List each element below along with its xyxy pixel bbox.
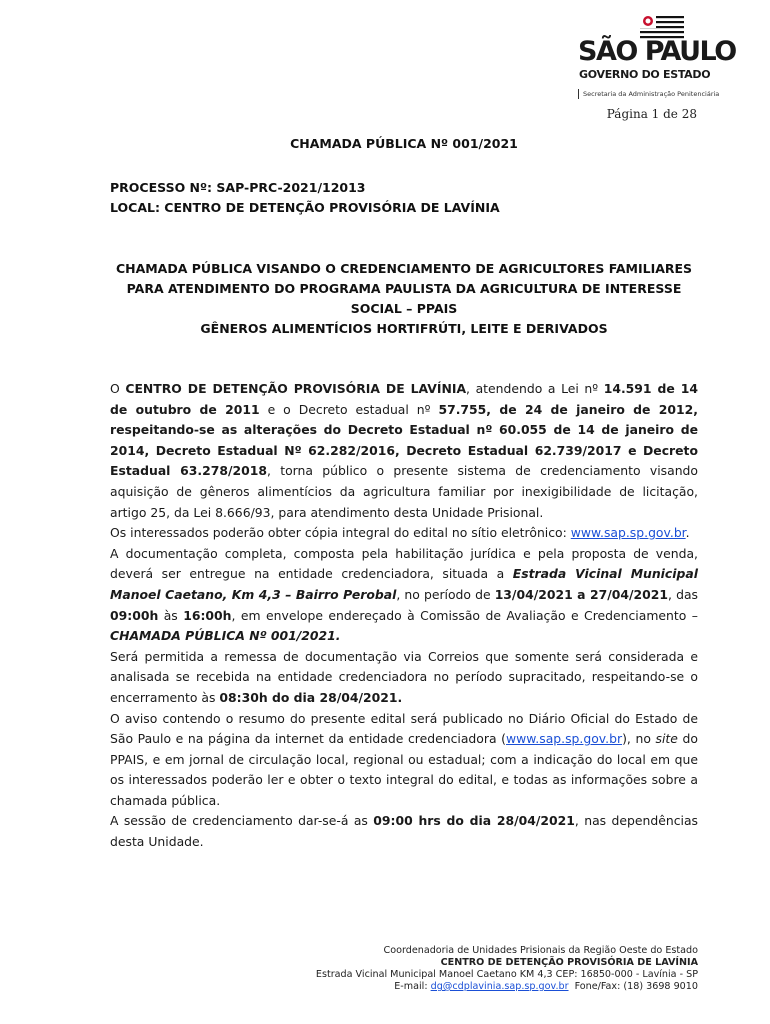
- logo-secretaria: Secretaria da Administração Penitenciária: [578, 89, 719, 99]
- main-title-line-3: SOCIAL – PPAIS: [350, 301, 458, 316]
- footer-contact: [316, 981, 698, 993]
- paragraph-4: [110, 647, 698, 709]
- p6-session-time: 09:00 hrs do dia 28/04/2021: [373, 813, 575, 829]
- p3-address: Estrada Vicinal Municipal Manoel Caetano, Km 4,3 – Bairro Perobal: [110, 566, 698, 602]
- paragraph-1: [110, 379, 698, 523]
- p1-text: , atendendo a Lei nº: [466, 381, 604, 396]
- p5-text: do PPAIS, e em jornal de circulação local, regional ou estadual; com a indicação do local em que os interessados poderão ler e obter o texto integral do edital, e todas as informações sobre a chamada pública.: [110, 731, 698, 808]
- p6-text: , nas dependências desta Unidade.: [110, 813, 698, 850]
- p1-text: O: [110, 381, 126, 396]
- paragraph-5: [110, 709, 698, 812]
- main-title-line-1: CHAMADA PÚBLICA VISANDO O CREDENCIAMENTO DE AGRICULTORES FAMILIARES: [115, 261, 693, 276]
- paragraph-6: [110, 811, 698, 852]
- processo-number: PROCESSO Nº: SAP-PRC-2021/12013: [110, 180, 366, 195]
- footer-email-label: E-mail:: [394, 981, 431, 992]
- logo-subtitle: GOVERNO DO ESTADO: [579, 68, 711, 81]
- sap-website-link-2[interactable]: www.sap.sp.gov.br: [506, 731, 623, 747]
- p4-text: Será permitida a remessa de documentação via Correios que somente será considerada e analisada se recebida na entidade credenciadora no período supracitado, respeitando-se o encerramento às: [110, 648, 698, 705]
- chamada-title: CHAMADA PÚBLICA Nº 001/2021: [290, 136, 518, 151]
- main-title-line-4: GÊNEROS ALIMENTÍCIOS HORTIFRÚTI, LEITE E DERIVADOS: [200, 321, 608, 336]
- p5-text: ), no: [622, 731, 656, 747]
- footer-coordenadoria: Coordenadoria de Unidades Prisionais da Região Oeste do Estado: [383, 945, 698, 956]
- p3-period: 13/04/2021 a 27/04/2021: [494, 586, 669, 602]
- p3-text: , em envelope endereçado à Comissão de Avaliação e Credenciamento –: [231, 607, 698, 623]
- page-number: Página 1 de 28: [606, 107, 697, 121]
- footer-unit-name: CENTRO DE DETENÇÃO PROVISÓRIA DE LAVÍNIA: [440, 957, 698, 968]
- p3-chamada-ref: CHAMADA PÚBLICA Nº 001/2021.: [110, 628, 341, 644]
- p2-text: Os interessados poderão obter cópia integral do edital no sítio eletrônico:: [110, 525, 571, 541]
- footer: [316, 945, 698, 993]
- p6-text: A sessão de credenciamento dar-se-á as: [110, 813, 374, 829]
- paragraph-3: [110, 544, 698, 647]
- sap-website-link[interactable]: www.sap.sp.gov.br: [570, 525, 686, 541]
- p1-bold-entity: CENTRO DE DETENÇÃO PROVISÓRIA DE LAVÍNIA: [125, 381, 467, 396]
- p5-italic-site: site: [655, 731, 678, 747]
- p5-text: O aviso contendo o resumo do presente edital será publicado no Diário Oficial do Estado de São Paulo e na página da internet da entidade credenciadora (: [110, 710, 698, 747]
- footer-address: Estrada Vicinal Municipal Manoel Caetano KM 4,3 CEP: 16850-000 - Lavínia - SP: [315, 969, 698, 980]
- p3-text: às: [158, 607, 184, 623]
- main-title: [110, 259, 698, 339]
- local-label: LOCAL: CENTRO DE DETENÇÃO PROVISÓRIA DE LAVÍNIA: [110, 200, 500, 215]
- p3-end-time: 16:00h: [183, 607, 232, 623]
- p3-text: A documentação completa, composta pela habilitação jurídica e pela proposta de venda, deverá ser entregue na entidade credenciadora, situada a: [110, 545, 698, 582]
- footer-phone: Fone/Fax: (18) 3698 9010: [568, 981, 698, 992]
- p3-start-time: 09:00h: [110, 607, 159, 623]
- paragraph-2: [110, 523, 698, 544]
- p3-text: , das: [668, 586, 698, 602]
- p4-deadline: 08:30h do dia 28/04/2021.: [219, 689, 403, 705]
- document-body: [110, 379, 698, 853]
- footer-email-link[interactable]: dg@cdplavinia.sap.sp.gov.br: [430, 981, 569, 992]
- p1-bold-law: 14.591 de 14 de outubro de 2011: [110, 381, 698, 417]
- p1-text: e o Decreto estadual nº: [259, 401, 439, 417]
- logo-title: SÃO PAULO: [578, 36, 736, 67]
- p2-text: .: [685, 525, 690, 541]
- p3-text: , no período de: [396, 586, 495, 602]
- processo-block: [110, 178, 698, 218]
- p1-text: , torna público o presente sistema de credenciamento visando aquisição de gêneros alimentícios da agricultura familiar por inexigibilidade de licitação, artigo 25, da Lei 8.666/93, para atendimento desta Unidade Prisional.: [110, 463, 698, 520]
- p1-bold-decrees: 57.755, de 24 de janeiro de 2012, respeitando-se as alterações do Decreto Estadual nº 60.055 de 14 de janeiro de 2014, Decreto Estadual Nº 62.282/2016, Decreto Estadual 62.739/2017 e Decreto Estadual 63.278/2018: [110, 401, 698, 479]
- sao-paulo-logo: [578, 14, 740, 98]
- main-title-line-2: PARA ATENDIMENTO DO PROGRAMA PAULISTA DA AGRICULTURA DE INTERESSE: [126, 281, 682, 296]
